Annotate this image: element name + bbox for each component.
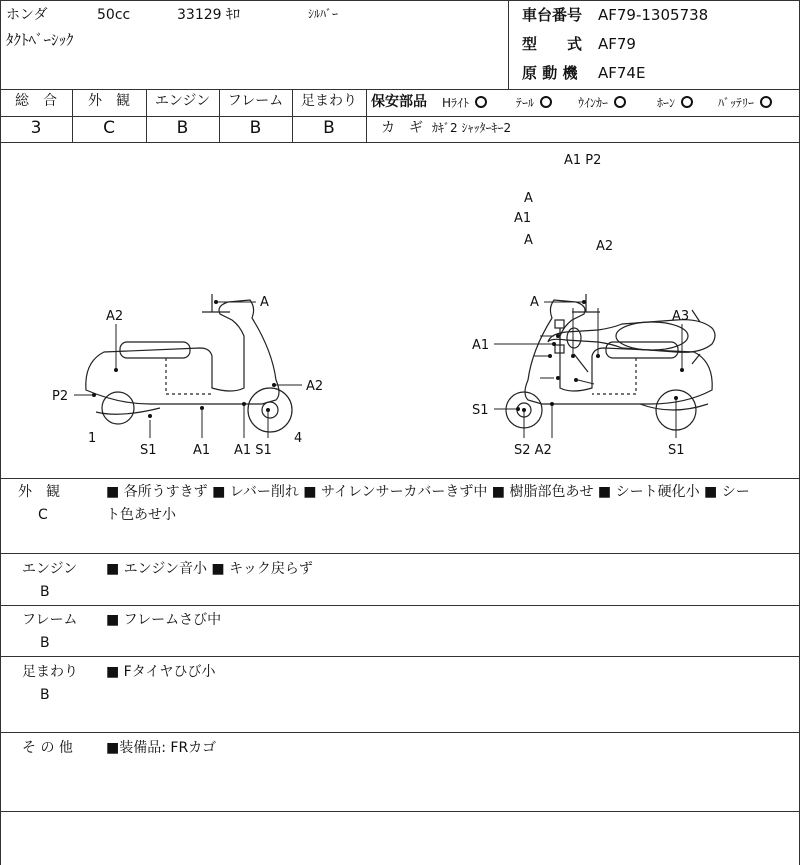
- mark-dot: [552, 342, 556, 346]
- remark-text-exterior-cont: ト色あせ小: [106, 507, 176, 523]
- remark-label-engine: エンジン: [22, 561, 78, 577]
- label-a1-mid: A1: [514, 211, 532, 226]
- mark-dot: [114, 368, 118, 372]
- left-muffler: [96, 408, 160, 414]
- label-left-a2-seat: A2: [106, 309, 124, 324]
- label-right-s1-front: S1: [472, 403, 489, 418]
- safety-winker: ｳｲﾝｶｰ: [578, 96, 626, 109]
- mark-dot: [214, 300, 218, 304]
- divider: [0, 811, 800, 812]
- grade-value-frame: B: [249, 118, 262, 138]
- safety-headlight: Hﾗｲﾄ: [442, 96, 487, 109]
- top-rear-grip: [692, 310, 700, 364]
- divider: [0, 732, 800, 733]
- remark-text-exterior: ■ 各所うすきず ■ レバー削れ ■ サイレンサーカバーきず中 ■ 樹脂部色あせ ■ シート硬化小 ■ シー: [106, 484, 750, 500]
- type-label: 型 式: [522, 35, 583, 53]
- mark-dot: [242, 402, 246, 406]
- divider: [0, 605, 800, 606]
- remark-text-suspension: ■ Fタイヤひび小: [106, 664, 216, 680]
- label-right-a1: A1: [472, 338, 490, 353]
- divider: [0, 553, 800, 554]
- label-left-s1: S1: [140, 443, 157, 458]
- key-label: カ ギ: [381, 120, 423, 136]
- safety-battery: ﾊﾞｯﾃﾘｰ: [718, 96, 772, 109]
- label-right-a3: A3: [672, 309, 690, 324]
- type-value: AF79: [598, 35, 636, 53]
- label-left-p2: P2: [52, 389, 69, 404]
- model-name: ﾀｸﾄﾍﾞｰｼｯｸ: [6, 31, 74, 49]
- remark-text-other: ■装備品: FRカゴ: [106, 740, 217, 756]
- top-kickstand: [574, 354, 588, 372]
- label-a-upper: A: [524, 191, 533, 206]
- remark-text-engine: ■ エンジン音小 ■ キック戻らず: [106, 561, 313, 577]
- divider: [0, 478, 800, 479]
- grade-label-exterior: 外 観: [88, 93, 130, 109]
- right-muffler: [640, 404, 708, 410]
- remark-label-frame: フレーム: [22, 612, 78, 628]
- left-rear-wheel: [102, 392, 134, 424]
- grade-value-engine: B: [176, 118, 189, 138]
- remark-text-frame: ■ フレームさび中: [106, 612, 222, 628]
- label-left-num4: 4: [294, 431, 303, 446]
- label-left-a1-s1: A1 S1: [234, 443, 272, 458]
- remark-grade-suspension: B: [40, 687, 50, 703]
- grade-label-overall: 総 合: [15, 93, 57, 109]
- mileage: 33129 ｷﾛ: [177, 7, 240, 23]
- displacement: 50cc: [97, 7, 131, 23]
- border-top: [0, 0, 800, 1]
- ok-circle-icon: [614, 96, 626, 108]
- grade-label-suspension: 足まわり: [301, 93, 357, 109]
- top-mirror-left: [555, 320, 564, 328]
- frame-no-label: 車台番号: [522, 6, 583, 24]
- grade-label-engine: エンジン: [154, 93, 211, 109]
- remark-label-other: そ の 他: [22, 740, 73, 756]
- remark-grade-exterior: C: [38, 507, 48, 523]
- safety-tail: ﾃｰﾙ: [516, 96, 552, 109]
- mark-dot: [522, 408, 526, 412]
- mark-dot: [92, 393, 96, 397]
- frame-no: AF79-1305738: [598, 6, 709, 24]
- mark-dot: [200, 406, 204, 410]
- left-frame-hidden: [166, 358, 212, 394]
- grade-label-frame: フレーム: [227, 93, 284, 109]
- label-left-a-top: A: [260, 295, 269, 310]
- mark-dot: [272, 383, 276, 387]
- divider: [366, 89, 367, 142]
- ok-circle-icon: [681, 96, 693, 108]
- safety-horn: ﾎｰﾝ: [657, 96, 693, 109]
- remark-grade-engine: B: [40, 584, 50, 600]
- remark-label-suspension: 足まわり: [22, 664, 78, 680]
- safety-label: 保安部品: [371, 94, 427, 110]
- ok-circle-icon: [540, 96, 552, 108]
- divider: [508, 0, 509, 89]
- ok-circle-icon: [475, 96, 487, 108]
- remark-label-exterior: 外 観: [18, 484, 60, 500]
- remark-grade-frame: B: [40, 635, 50, 651]
- mark-dot: [596, 354, 600, 358]
- mark-dot: [266, 408, 270, 412]
- ok-circle-icon: [760, 96, 772, 108]
- divider: [0, 656, 800, 657]
- maker: ホンダ: [6, 7, 48, 23]
- mark-dot: [148, 414, 152, 418]
- mark-dot: [574, 378, 578, 382]
- engine-label: 原 動 機: [522, 64, 578, 82]
- mark-dot: [548, 354, 552, 358]
- engine-value: AF74E: [598, 64, 646, 82]
- mark-dot: [516, 407, 520, 411]
- mark-dot: [571, 354, 575, 358]
- grade-value-suspension: B: [323, 118, 335, 138]
- grade-value-overall: 3: [30, 118, 42, 138]
- label-a-lower: A: [524, 233, 533, 248]
- label-right-s1-rear: S1: [668, 443, 685, 458]
- divider: [0, 116, 366, 117]
- label-right-a-top: A: [530, 295, 539, 310]
- label-left-a2-front: A2: [306, 379, 324, 394]
- divider: [0, 89, 800, 90]
- key-value: ｶｷﾞ2 ｼｬｯﾀｰｷｰ2: [432, 121, 512, 135]
- label-left-a1: A1: [193, 443, 211, 458]
- mark-dot: [582, 300, 586, 304]
- damage-diagram: [0, 142, 800, 478]
- mark-dot: [550, 402, 554, 406]
- label-left-num1: 1: [88, 431, 97, 446]
- grade-value-exterior: C: [103, 118, 115, 138]
- right-handlebar: [572, 294, 600, 312]
- color: ｼﾙﾊﾞｰ: [308, 7, 339, 21]
- mark-dot: [680, 368, 684, 372]
- mark-dot: [674, 396, 678, 400]
- label-a1-p2: A1 P2: [564, 153, 602, 168]
- right-frame-hidden: [592, 358, 636, 394]
- label-right-s2-a2: S2 A2: [514, 443, 552, 458]
- divider: [366, 116, 800, 117]
- label-top-a2: A2: [596, 239, 614, 254]
